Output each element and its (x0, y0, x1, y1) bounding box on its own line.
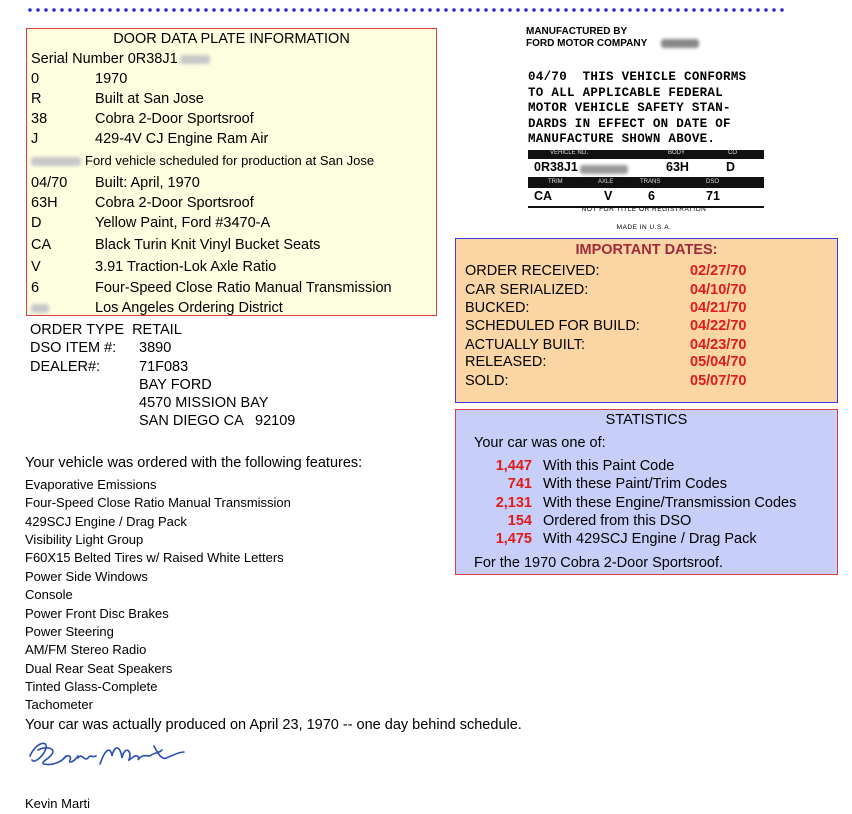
dealer-label: DEALER#: (30, 359, 101, 375)
scheduled-production-line: Ford vehicle scheduled for production at San Jose (31, 153, 374, 168)
statistics-box (455, 409, 838, 575)
statistics-footer: For the 1970 Cobra 2-Door Sportsroof. (474, 555, 724, 571)
dealer-code: 71F083 (139, 359, 189, 375)
feature-item: Console (25, 587, 73, 602)
dso-item-value: 3890 (139, 340, 172, 356)
feature-item: Evaporative Emissions (25, 477, 157, 492)
date-row: ORDER RECEIVED: 02/27/70 (465, 263, 747, 279)
plate-header-row: VEHICLE NO. BODY CO (528, 150, 764, 159)
feature-item: Power Side Windows (25, 569, 148, 584)
serial-number: Serial Number 0R38J1 (31, 51, 210, 67)
plate-vin-row: 0R38J1 63H D (528, 159, 764, 179)
stat-row: 154 Ordered from this DSO (507, 513, 692, 529)
stat-row: 1,475 With 429SCJ Engine / Drag Pack (495, 531, 757, 547)
date-row: CAR SERIALIZED: 04/10/70 (465, 282, 747, 298)
door-data-plate-box: DOOR DATA PLATE INFORMATION Serial Number 0R38J1 0 1970 R Built at San Jose 38 Cobra 2-Door Sportsroof J 429-4V CJ Engine Ram Air Ford vehicle scheduled for production at San Jose 04/70 Built: April, 1970 63H Cobra 2-Door Sportsroof D Yellow Paint, Ford #3470-A CA Black Turin Knit Vinyl Bucket Seats V 3.91 Traction-Lok Axle Ratio 6 Four-Speed Close Ratio Manual Transmission Los Angeles Ordering District (26, 28, 437, 316)
feature-item: Power Front Disc Brakes (25, 606, 169, 621)
signature-image (26, 734, 206, 774)
dealer-city: SAN DIEGO CA 92109 (139, 413, 296, 429)
stat-row: 2,131 With these Engine/Transmission Codes (495, 495, 797, 511)
plate-header-row: TRIM AXLE TRANS DSO (528, 179, 764, 188)
statistics-intro: Your car was one of: (474, 435, 606, 451)
conformance-text: 04/70 THIS VEHICLE CONFORMS TO ALL APPLICABLE FEDERAL MOTOR VEHICLE SAFETY STAN- DARDS IN EFFECT ON DATE OF MANUFACTURE SHOWN ABOVE. (528, 70, 747, 146)
door-plate-title: DOOR DATA PLATE INFORMATION (113, 31, 350, 47)
feature-item: Power Steering (25, 624, 114, 639)
feature-item: Tachometer (25, 697, 93, 712)
dates-title: IMPORTANT DATES: (575, 242, 718, 258)
production-note: Your car was actually produced on April 23, 1970 -- one day behind schedule. (25, 717, 522, 733)
feature-item: F60X15 Belted Tires w/ Raised White Letters (25, 550, 284, 565)
redacted-blur (580, 165, 628, 174)
redacted-blur (661, 39, 699, 48)
plate-trim-row: CA V 6 71 (528, 188, 764, 208)
features-heading: Your vehicle was ordered with the following features: (25, 455, 363, 471)
feature-item: Four-Speed Close Ratio Manual Transmission (25, 495, 291, 510)
date-row: BUCKED: 04/21/70 (465, 300, 747, 316)
redacted-blur (180, 55, 210, 64)
manufacturer-label: MANUFACTURED BY FORD MOTOR COMPANY (526, 26, 699, 50)
feature-item: Visibility Light Group (25, 532, 144, 547)
plate-footnote: NOT FOR TITLE OR REGISTRATION (581, 206, 707, 213)
redacted-blur (31, 157, 81, 166)
redacted-blur (31, 304, 49, 313)
plate-code-table (528, 150, 764, 208)
date-row: SCHEDULED FOR BUILD: 04/22/70 (465, 318, 747, 334)
feature-item: AM/FM Stereo Radio (25, 642, 147, 657)
feature-item: Dual Rear Seat Speakers (25, 661, 173, 676)
date-row: RELEASED: 05/04/70 (465, 354, 747, 370)
signer-name: Kevin Marti (25, 796, 91, 811)
stat-row: 741 With these Paint/Trim Codes (507, 476, 727, 492)
made-in-usa: MADE IN U.S.A. (616, 224, 672, 231)
date-row: SOLD: 05/07/70 (465, 373, 747, 389)
feature-item: 429SCJ Engine / Drag Pack (25, 514, 187, 529)
dso-item: DSO ITEM #: (30, 340, 117, 356)
ford-certification-plate (526, 26, 766, 236)
dealer-address: 4570 MISSION BAY (139, 395, 269, 411)
important-dates-box (455, 238, 838, 403)
date-row: ACTUALLY BUILT: 04/23/70 (465, 337, 747, 353)
dealer-name: BAY FORD (139, 377, 212, 393)
feature-item: Tinted Glass-Complete (25, 679, 158, 694)
statistics-title: STATISTICS (605, 412, 688, 428)
order-type: ORDER TYPE RETAIL (30, 322, 182, 338)
dotted-divider (26, 4, 786, 16)
stat-row: 1,447 With this Paint Code (495, 458, 675, 474)
